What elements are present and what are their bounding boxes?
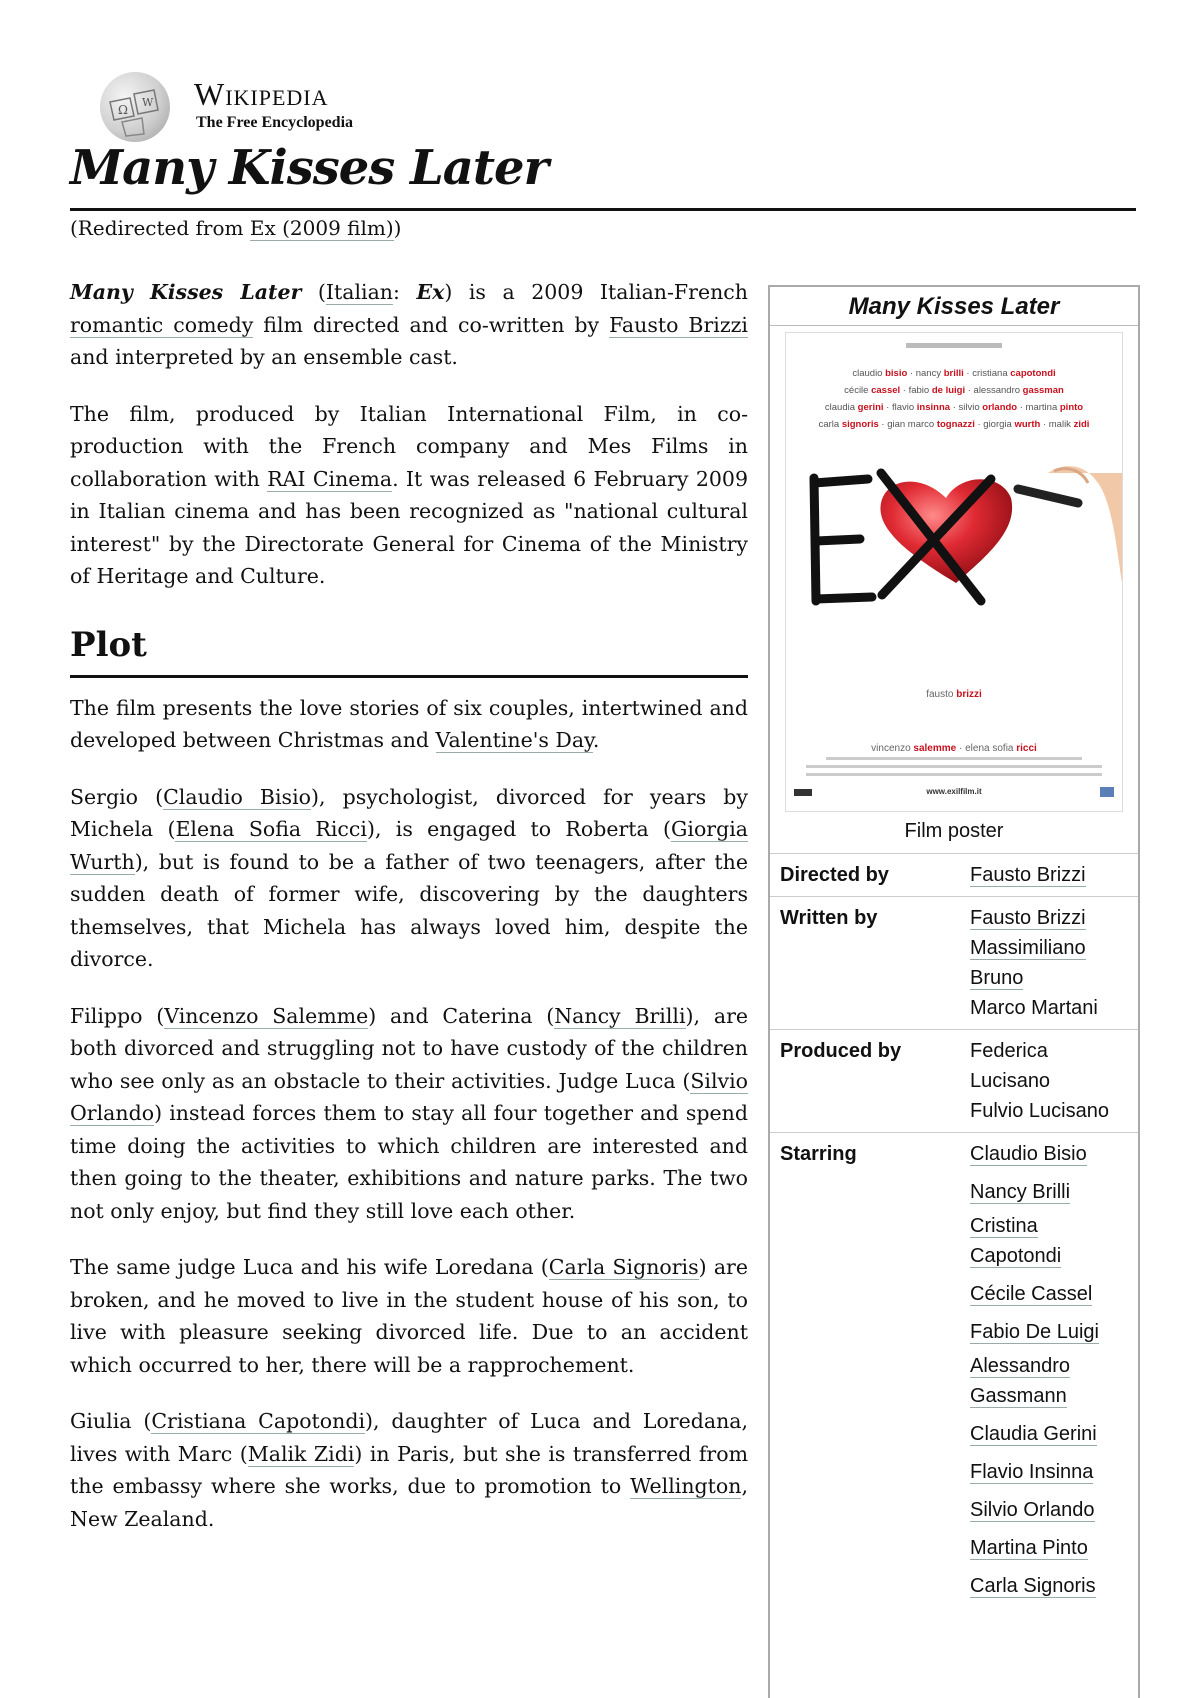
poster-caption: Film poster	[904, 820, 1004, 842]
text: · malik	[1040, 419, 1074, 430]
redirect-notice	[70, 216, 401, 240]
poster-credit-line	[806, 765, 1102, 768]
text: gassman	[1022, 385, 1064, 396]
infobox-title-divider	[770, 325, 1138, 326]
text: ) and Caterina (	[368, 1003, 555, 1028]
link-silvio-orlando[interactable]: Silvio Orlando	[70, 1068, 748, 1125]
text: · nancy	[907, 368, 944, 379]
text: zidi	[1073, 419, 1090, 430]
text: vincenzo	[871, 743, 914, 754]
link-elena-sofia-ricci[interactable]: Elena Sofia Ricci	[175, 817, 367, 841]
text: orlando	[982, 402, 1018, 413]
producer-name: Lucisano	[970, 1070, 1051, 1092]
text: ), is engaged to Roberta (	[366, 817, 672, 841]
link-italian[interactable]: Italian	[325, 280, 394, 304]
link-cristina-capotondi[interactable]: Capotondi	[970, 1245, 1062, 1267]
plot-paragraph-2	[70, 781, 748, 976]
link-nancy-brilli[interactable]: Nancy Brilli	[970, 1181, 1071, 1203]
text: · alessandro	[965, 385, 1023, 396]
producer-name: Fulvio Lucisano	[970, 1100, 1109, 1122]
infobox	[768, 285, 1140, 1698]
text: wurth	[1014, 419, 1041, 430]
text: · silvio	[950, 402, 983, 413]
text: cassel	[871, 385, 901, 396]
poster-credit-line	[826, 757, 1082, 760]
link-claudia-gerini[interactable]: Claudia Gerini	[970, 1423, 1097, 1445]
text: The film, produced by Italian International Film, in co-production with the French company and Mes Films in collaboration with	[70, 401, 748, 491]
plot-paragraph-3	[70, 1000, 748, 1228]
text: fausto	[926, 689, 957, 700]
link-vincenzo-salemme[interactable]: Vincenzo Salemme	[164, 1003, 369, 1028]
produced-by-label: Produced by	[780, 1040, 902, 1062]
poster-credit-line	[806, 773, 1102, 776]
link-fausto-brizzi[interactable]: Fausto Brizzi	[970, 864, 1086, 886]
svg-text:W: W	[142, 96, 154, 109]
link-wellington[interactable]: Wellington	[630, 1474, 742, 1498]
text: brizzi	[956, 689, 982, 700]
link-fabio-de-luigi[interactable]: Fabio De Luigi	[970, 1321, 1099, 1343]
svg-text:Ω: Ω	[118, 103, 128, 117]
poster-website: www.exilfilm.it	[926, 787, 982, 796]
text: . It was released 6 February 2009 in Italian cinema and has been recognized as "national cultural interest" by the Directorate General for Cinema of the Ministry of Heritage and Culture.	[70, 466, 748, 588]
text: film directed and co-written by	[253, 312, 610, 337]
text: ), psychologist, divorced for years by Michela (	[70, 784, 749, 841]
text: The film presents the love stories of six couples, intertwined and developed between Christmas and	[70, 695, 748, 752]
text: · cristiana	[963, 368, 1011, 379]
italian-title: Ex	[416, 280, 445, 304]
text: (	[301, 280, 326, 304]
infobox-row-starring	[770, 1132, 1138, 1607]
link-claudio-bisio[interactable]: Claudio Bisio	[163, 784, 311, 809]
starring-values	[970, 1139, 1130, 1601]
text: Giulia (	[70, 1409, 152, 1433]
link-nancy-brilli[interactable]: Nancy Brilli	[554, 1003, 686, 1028]
wikipedia-logo[interactable]	[100, 72, 400, 142]
link-martina-pinto[interactable]: Martina Pinto	[970, 1537, 1088, 1559]
text: ) in Paris, but she is transferred from the embassy where she works, due to promotion to	[70, 1441, 749, 1498]
link-carla-signoris[interactable]: Carla Signoris	[970, 1575, 1096, 1597]
text: .	[592, 728, 600, 752]
text: pinto	[1059, 402, 1084, 413]
text: ) instead forces them to stay all four together and spend time doing the activities to which children are interested and then going to the theater, exhibitions and nature parks. The two not only enjoy, but find they still love each other.	[70, 1101, 748, 1223]
poster-special-cast	[786, 743, 1122, 754]
plot-paragraph-5	[70, 1405, 748, 1535]
directed-by-label: Directed by	[780, 864, 889, 886]
link-silvio-orlando[interactable]: Silvio Orlando	[970, 1499, 1095, 1521]
text: insinna	[916, 402, 951, 413]
poster-top-credit	[906, 343, 1002, 348]
infobox-row-written	[770, 896, 1138, 1029]
text: :	[393, 280, 417, 304]
plot-heading: Plot	[70, 624, 147, 665]
text: · martina	[1017, 402, 1060, 413]
text: signoris	[841, 419, 879, 430]
text: and interpreted by an ensemble cast.	[70, 345, 458, 369]
redirect-link[interactable]: Ex (2009 film)	[249, 216, 394, 240]
text: ), but is found to be a father of two teenagers, after the sudden death of former wife, discovering by the daughters themselves, that Michela has always loved him, despite the divorce.	[70, 849, 748, 971]
written-by-values	[970, 903, 1130, 1023]
text: · giorgia	[974, 419, 1015, 430]
link-cristiana-capotondi[interactable]: Cristiana Capotondi	[151, 1409, 366, 1433]
link-giorgia-wurth[interactable]: Giorgia Wurth	[70, 817, 749, 874]
text: cécile	[844, 385, 872, 396]
link-fausto-brizzi[interactable]: Fausto Brizzi	[609, 312, 748, 337]
text: Sergio (	[70, 784, 164, 809]
text: claudia	[824, 402, 858, 413]
writer-name: Marco Martani	[970, 997, 1098, 1019]
redirect-suffix: )	[393, 216, 402, 240]
text: ricci	[1016, 743, 1037, 754]
article-body	[70, 276, 748, 1559]
text: brilli	[943, 368, 964, 379]
infobox-row-produced	[770, 1029, 1138, 1132]
link-massimiliano-bruno[interactable]: Massimiliano	[970, 937, 1086, 959]
text: · fabio	[900, 385, 932, 396]
text: Filippo (	[70, 1003, 165, 1028]
plot-paragraph-1	[70, 692, 748, 757]
directed-by-values	[970, 860, 1130, 890]
text: de luigi	[931, 385, 966, 396]
link-rai-cinema[interactable]: RAI Cinema	[267, 466, 393, 491]
poster-director	[786, 689, 1122, 700]
infobox-title: Many Kisses Later	[848, 293, 1060, 320]
intro-paragraph-1	[70, 276, 748, 374]
lead-title: Many Kisses Later	[70, 280, 302, 304]
text: salemme	[913, 743, 957, 754]
text: carla	[818, 419, 842, 430]
link-malik-zidi[interactable]: Malik Zidi	[247, 1441, 355, 1466]
link-cristina-capotondi[interactable]: Cristina	[970, 1215, 1038, 1237]
link-alessandro-gassmann[interactable]: Gassmann	[970, 1385, 1067, 1407]
infobox-row-directed	[770, 853, 1138, 896]
poster-cast-line-2	[786, 382, 1122, 399]
poster-cast-line-4	[786, 416, 1122, 433]
written-by-label: Written by	[780, 907, 878, 929]
text: ), daughter of Luca and Loredana, lives with Marc (	[70, 1409, 749, 1466]
text: , New Zealand.	[70, 1474, 748, 1531]
link-romantic-comedy[interactable]: romantic comedy	[70, 312, 254, 337]
text: tognazzi	[936, 419, 975, 430]
text: ) are broken, and he moved to live in the student house of his son, to live with pleasure seeking divorced life. Due to an accident which occurred to her, there will be a rapprochement.	[70, 1255, 748, 1377]
text: ), are both divorced and struggling not to have custody of the children who see only as an obstacle to their activities. Judge Luca (	[70, 1003, 748, 1093]
link-flavio-insinna[interactable]: Flavio Insinna	[970, 1461, 1094, 1483]
text: · gian marco	[878, 419, 937, 430]
text: bisio	[885, 368, 908, 379]
link-massimiliano-bruno[interactable]: Bruno	[970, 967, 1024, 989]
page-title: Many Kisses Later	[70, 140, 548, 196]
link-cecile-cassel[interactable]: Cécile Cassel	[970, 1283, 1093, 1305]
poster-cast-line-1	[786, 365, 1122, 382]
starring-label: Starring	[780, 1143, 857, 1165]
text: claudio	[852, 368, 886, 379]
link-valentines-day[interactable]: Valentine's Day	[435, 728, 593, 752]
intro-paragraph-2	[70, 398, 748, 593]
produced-by-values	[970, 1036, 1130, 1126]
title-divider	[70, 208, 1136, 211]
text: ) is a 2009 Italian-French	[444, 280, 748, 304]
plot-paragraph-4	[70, 1251, 748, 1381]
text: · elena sofia	[956, 743, 1017, 754]
site-name: Wikipedia	[194, 76, 329, 112]
text: gerini	[857, 402, 884, 413]
site-tagline: The Free Encyclopedia	[196, 114, 354, 131]
text: capotondi	[1010, 368, 1056, 379]
section-divider	[70, 675, 748, 678]
link-claudio-bisio[interactable]: Claudio Bisio	[970, 1143, 1087, 1165]
link-alessandro-gassmann[interactable]: Alessandro	[970, 1355, 1071, 1377]
poster-cast-line-3	[786, 399, 1122, 416]
link-fausto-brizzi[interactable]: Fausto Brizzi	[970, 907, 1086, 929]
text: The same judge Luca and his wife Loredana (	[70, 1255, 549, 1279]
film-poster-image[interactable]	[785, 332, 1123, 812]
redirect-prefix: (Redirected from	[70, 216, 250, 240]
puzzle-globe-icon	[100, 72, 170, 142]
text: · flavio	[883, 402, 917, 413]
producer-name: Federica	[970, 1040, 1048, 1062]
link-carla-signoris[interactable]: Carla Signoris	[548, 1255, 699, 1279]
